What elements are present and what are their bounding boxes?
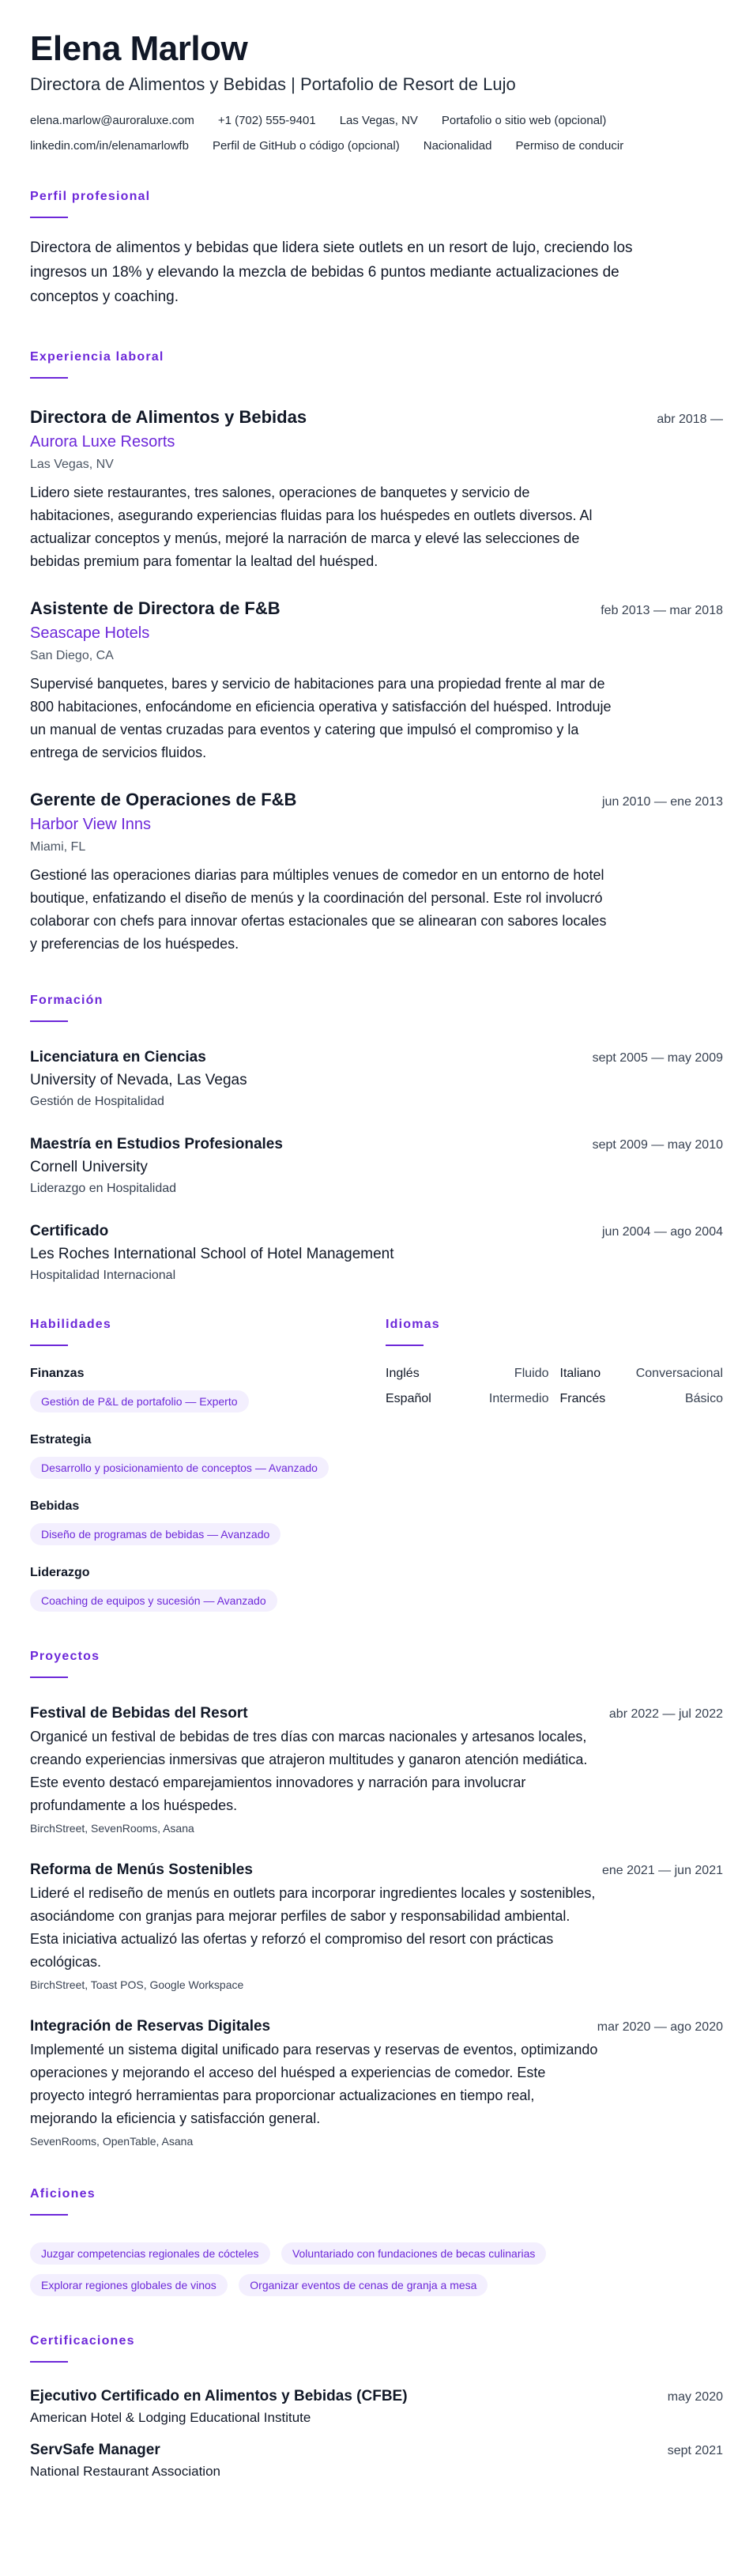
language-name: Francés xyxy=(559,1392,606,1405)
language-level: Fluido xyxy=(514,1367,549,1380)
job-description: Gestioné las operaciones diarias para múltiples venues de comedor en un entorno de hotel boutique, enfatizando el diseño de menús y la coordinación del personal. Este rol involucró colaborar con chefs para innovar ofertas estacionales que se alinearan con sabores locales y preferencias de los huéspedes. xyxy=(30,867,607,952)
language-item xyxy=(386,1367,549,1381)
hobby-chip: Organizar eventos de cenas de granja a mesa xyxy=(239,2274,488,2296)
education-date: sept 2009 — may 2010 xyxy=(592,1138,723,1152)
certification-date: sept 2021 xyxy=(667,2444,723,2457)
skills-languages-row xyxy=(30,1318,723,1612)
project-date: ene 2021 — jun 2021 xyxy=(601,1864,723,1877)
experience-section-title: Experiencia laboral xyxy=(30,350,164,364)
language-list xyxy=(386,1356,723,1406)
degree-name: Licenciatura en Ciencias xyxy=(30,1049,206,1065)
experience-entry xyxy=(30,788,723,956)
hobbies-section-title: Aficiones xyxy=(30,2187,96,2201)
certification-name: ServSafe Manager xyxy=(30,2442,160,2458)
hobbies-section xyxy=(30,2187,723,2296)
skill-category: Liderazgo xyxy=(30,1566,90,1579)
languages-section-title: Idiomas xyxy=(386,1318,440,1331)
hobby-chip: Explorar regiones globales de vinos xyxy=(30,2274,228,2296)
profile-section xyxy=(30,190,723,309)
company-name: Seascape Hotels xyxy=(30,624,150,642)
section-divider xyxy=(30,2214,68,2216)
skills-section-title: Habilidades xyxy=(30,1318,112,1331)
project-name: Integración de Reservas Digitales xyxy=(30,2018,271,2035)
skill-chip: Diseño de programas de bebidas — Avanzado xyxy=(30,1523,280,1545)
project-description: Organicé un festival de bebidas de tres días con marcas nacionales y artesanos locales, creando experiencias inmersivas que atrajeron multitudes y ganaron atención mediática. Este evento destacó emparejamientos innovadores y narración para involucrar profundamente a los huéspedes. xyxy=(30,1729,588,1813)
skill-category: Finanzas xyxy=(30,1367,85,1380)
certification-issuer: National Restaurant Association xyxy=(30,2464,220,2479)
skills-section xyxy=(30,1318,386,1612)
section-divider xyxy=(30,377,68,379)
resume-header xyxy=(30,28,723,155)
degree-name: Maestría en Estudios Profesionales xyxy=(30,1136,283,1152)
language-name: Español xyxy=(386,1392,431,1405)
education-section xyxy=(30,994,723,1283)
education-entry xyxy=(30,1221,723,1283)
project-tech: SevenRooms, OpenTable, Asana xyxy=(30,2135,194,2148)
section-divider xyxy=(30,217,68,218)
certifications-section xyxy=(30,2334,723,2480)
education-entry xyxy=(30,1047,723,1109)
section-divider xyxy=(30,1676,68,1678)
company-name: Aurora Luxe Resorts xyxy=(30,433,175,451)
field-of-study: Gestión de Hospitalidad xyxy=(30,1095,164,1108)
skill-chip: Gestión de P&L de portafolio — Experto xyxy=(30,1390,249,1412)
job-date: jun 2010 — ene 2013 xyxy=(601,795,723,809)
certification-entry xyxy=(30,2440,723,2480)
language-level: Básico xyxy=(684,1392,723,1405)
project-date: abr 2022 — jul 2022 xyxy=(608,1707,723,1721)
job-title: Asistente de Directora de F&B xyxy=(30,598,280,618)
projects-section-title: Proyectos xyxy=(30,1650,100,1663)
hobby-list xyxy=(30,2233,678,2296)
profile-summary: Directora de alimentos y bebidas que lidera siete outlets en un resort de lujo, creciendo los ingresos un 18% y elevando la mezcla de bebidas 6 puntos mediante actualizaciones de conceptos y coaching. xyxy=(30,239,633,305)
project-name: Festival de Bebidas del Resort xyxy=(30,1705,248,1722)
job-date: abr 2018 — xyxy=(657,413,723,426)
contact-linkedin[interactable]: linkedin.com/in/elenamarlowfb xyxy=(30,139,189,153)
contact-phone[interactable]: +1 (702) 555-9401 xyxy=(217,114,316,127)
job-description: Lidero siete restaurantes, tres salones, operaciones de banquetes y servicio de habitaciones, asegurando experiencias fluidas para los huéspedes en outlets diversos. Al actualizar conceptos y menús, mejoré la narración de marca y elevé las selecciones de bebidas premium para fomentar la lealtad del huésped. xyxy=(30,485,593,569)
language-level: Intermedio xyxy=(488,1392,549,1405)
job-description: Supervisé banquetes, bares y servicio de habitaciones para una propiedad frente al mar de 800 habitaciones, enfocándome en eficiencia operativa y satisfacción del huésped. Introduje un manual de ventas cruzadas para eventos y catering que impulsó el compromiso y la entrega de servicios fluidos. xyxy=(30,676,612,760)
skill-category: Estrategia xyxy=(30,1433,92,1446)
job-title: Gerente de Operaciones de F&B xyxy=(30,790,297,809)
candidate-name: Elena Marlow xyxy=(30,29,248,68)
profile-section-title: Perfil profesional xyxy=(30,190,151,203)
certifications-section-title: Certificaciones xyxy=(30,2334,135,2348)
language-item xyxy=(560,1392,724,1406)
language-level: Conversacional xyxy=(635,1367,723,1380)
projects-section xyxy=(30,1650,723,2148)
job-location: San Diego, CA xyxy=(30,649,114,662)
languages-section xyxy=(386,1318,723,1612)
field-of-study: Hospitalidad Internacional xyxy=(30,1269,176,1282)
job-location: Las Vegas, NV xyxy=(30,458,114,471)
language-name: Inglés xyxy=(386,1367,420,1380)
field-of-study: Liderazgo en Hospitalidad xyxy=(30,1182,177,1195)
school-name: University of Nevada, Las Vegas xyxy=(30,1072,247,1088)
contact-github[interactable]: Perfil de GitHub o código (opcional) xyxy=(212,139,400,153)
experience-section xyxy=(30,350,723,956)
skill-chip: Coaching de equipos y sucesión — Avanzado xyxy=(30,1590,277,1612)
certification-entry xyxy=(30,2386,723,2426)
contact-driving-license: Permiso de conducir xyxy=(515,139,624,153)
school-name: Cornell University xyxy=(30,1159,148,1175)
skill-chip: Desarrollo y posicionamiento de conceptos — Avanzado xyxy=(30,1457,329,1479)
school-name: Les Roches International School of Hotel Management xyxy=(30,1246,394,1262)
project-entry xyxy=(30,1703,723,1835)
job-title: Directora de Alimentos y Bebidas xyxy=(30,407,307,427)
project-description: Lideré el rediseño de menús en outlets para incorporar ingredientes locales y sostenibles, asociándome con granjas para mejorar perfiles de sabor y responsabilidad ambiental. Esta iniciativa actualizó las ofertas y reforzó el compromiso del resort con prácticas ecológicas. xyxy=(30,1885,596,1970)
education-entry xyxy=(30,1134,723,1196)
degree-name: Certificado xyxy=(30,1223,109,1239)
contact-email[interactable]: elena.marlow@auroraluxe.com xyxy=(30,114,194,127)
project-date: mar 2020 — ago 2020 xyxy=(597,2020,723,2034)
certification-name: Ejecutivo Certificado en Alimentos y Bebidas (CFBE) xyxy=(30,2388,408,2404)
candidate-headline: Directora de Alimentos y Bebidas | Portafolio de Resort de Lujo xyxy=(30,74,516,94)
experience-entry xyxy=(30,405,723,573)
company-name: Harbor View Inns xyxy=(30,816,152,833)
certification-issuer: American Hotel & Lodging Educational Institute xyxy=(30,2410,311,2425)
language-name: Italiano xyxy=(559,1367,601,1380)
section-divider xyxy=(30,1020,68,1022)
contact-website[interactable]: Portafolio o sitio web (opcional) xyxy=(441,114,607,127)
hobby-chip: Juzgar competencias regionales de cócteles xyxy=(30,2242,270,2265)
certification-date: may 2020 xyxy=(667,2390,723,2404)
education-date: jun 2004 — ago 2004 xyxy=(601,1225,723,1239)
section-divider xyxy=(386,1345,424,1346)
project-name: Reforma de Menús Sostenibles xyxy=(30,1861,253,1878)
experience-entry xyxy=(30,597,723,764)
contact-nationality: Nacionalidad xyxy=(423,139,492,153)
project-entry xyxy=(30,2016,723,2148)
project-tech: BirchStreet, SevenRooms, Asana xyxy=(30,1822,194,1835)
contact-location: Las Vegas, NV xyxy=(339,114,418,127)
project-tech: BirchStreet, Toast POS, Google Workspace xyxy=(30,1978,244,1991)
hobby-chip: Voluntariado con fundaciones de becas culinarias xyxy=(281,2242,546,2265)
language-item xyxy=(386,1392,549,1406)
section-divider xyxy=(30,2361,68,2363)
project-description: Implementé un sistema digital unificado para reservas y reservas de eventos, optimizando operaciones y mejorando el acceso del huésped a experiencias de comedor. Este proyecto integró herramientas para proporcionar actualizaciones en tiempo real, mejorando la eficiencia y satisfacción general. xyxy=(30,2042,598,2126)
section-divider xyxy=(30,1345,68,1346)
language-item xyxy=(560,1367,724,1381)
job-date: feb 2013 — mar 2018 xyxy=(601,604,723,617)
job-location: Miami, FL xyxy=(30,840,86,854)
contact-list xyxy=(30,112,723,155)
education-section-title: Formación xyxy=(30,994,104,1007)
skill-category: Bebidas xyxy=(30,1499,80,1513)
project-entry xyxy=(30,1860,723,1991)
education-date: sept 2005 — may 2009 xyxy=(592,1051,723,1065)
